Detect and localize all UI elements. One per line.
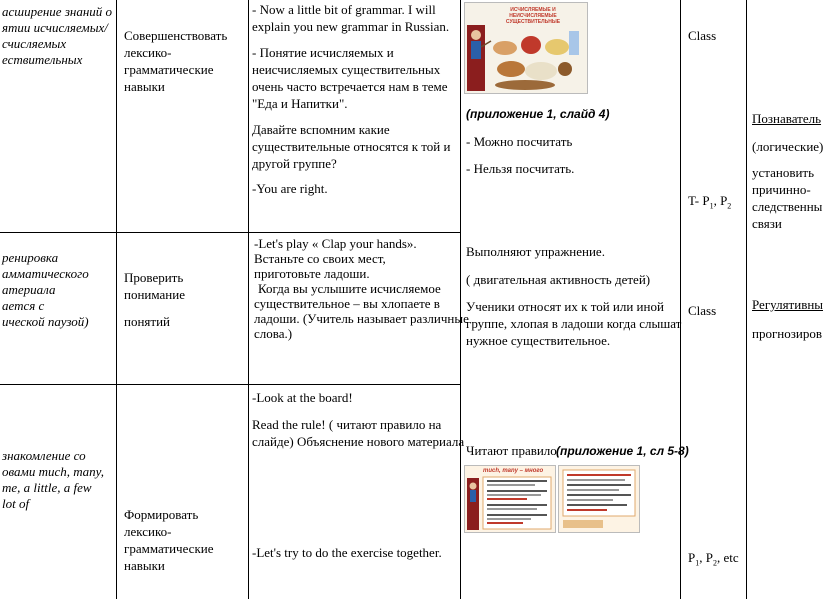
col2-text: грамматические — [124, 541, 214, 556]
establish-text: связи — [752, 216, 782, 231]
slide-title: much, many – много — [483, 468, 544, 474]
col1-text: me, a little, a few — [2, 480, 92, 495]
col2-text: лексико- — [124, 45, 172, 60]
mode-tp-label: T- P — [688, 193, 710, 208]
slide-thumbnail-rule-2 — [558, 465, 640, 533]
col3-text: существительные относятся к той и — [252, 139, 451, 154]
mode-pp-label: P — [688, 550, 696, 565]
rule-illustration-2 — [559, 466, 639, 532]
column-border-3 — [460, 0, 461, 599]
col3-text: - Now a little bit of grammar. I will — [252, 2, 436, 17]
col2-text: лексико- — [124, 524, 172, 539]
col3-text: ладоши. (Учитель называет различные — [254, 311, 469, 326]
col3-text: Read the rule! ( читают правило на — [252, 417, 442, 432]
forecast-text: прогнозиров — [752, 326, 822, 341]
col2-text: навыки — [124, 79, 165, 94]
col1-text: атериала — [2, 282, 56, 297]
can-count-text: - Можно посчитать — [466, 134, 573, 149]
col2-text: грамматические — [124, 62, 214, 77]
mode-class-2: Class — [688, 303, 717, 318]
col1-text: ической паузой) — [2, 314, 89, 329]
col2-text: понятий — [124, 314, 170, 329]
col3-text: слайде) Объяснение нового материала — [252, 434, 465, 449]
food-illustration — [465, 3, 587, 93]
col3-text: -Let's play « Clap your hands». — [254, 236, 417, 251]
col1-text: ятии исчисляемых/ — [2, 20, 108, 35]
slide-thumbnail-food — [464, 2, 588, 94]
col3-text: Когда вы услышите исчисляемое — [258, 281, 441, 296]
mode-class-1: Class — [688, 28, 717, 43]
appendix-ref-1: (приложение 1, слайд 4) — [466, 107, 610, 121]
col3-text: другой группе? — [252, 156, 337, 171]
col3-text: очень часто встречается нам в теме — [252, 79, 448, 94]
col3-text: существительное – вы хлопаете в — [254, 296, 440, 311]
read-rule-text: Читают правило — [466, 443, 557, 458]
col3-text: Давайте вспомним какие — [252, 122, 390, 137]
pupils-text: группе, хлопая в ладоши когда слышат — [466, 316, 682, 331]
col3-text: -Look at the board! — [252, 390, 353, 405]
column-border-1 — [116, 0, 117, 599]
col2-text: Проверить — [124, 270, 184, 285]
appendix-ref-2: (приложение 1, сл 5-8) — [556, 444, 689, 458]
col3-text: -You are right. — [252, 181, 328, 196]
col1-text: ается с — [2, 298, 45, 313]
activity-text: ( двигательная активность детей) — [466, 272, 651, 287]
col2-text: понимание — [124, 287, 185, 302]
mode-sub: 2 — [727, 201, 732, 211]
col1-text: овами much, many, — [2, 464, 104, 479]
col3-text: -Let's try to do the exercise together. — [252, 545, 442, 560]
mode-tp: T- $P_1$, $P_2$ — [688, 193, 732, 211]
slide-thumbnail-rule — [464, 465, 556, 533]
col2-text: навыки — [124, 558, 165, 573]
col2-text: Совершенствовать — [124, 28, 228, 43]
col1-text: ествительных — [2, 52, 83, 67]
mode-sub: 1 — [709, 201, 714, 211]
col3-text: - Понятие исчисляемых и — [252, 45, 394, 60]
pupils-text: нужное существительное. — [466, 333, 611, 348]
col1-text: lot of — [2, 496, 30, 511]
col2-text: Формировать — [124, 507, 199, 522]
regulatory-heading: Регулятивны — [752, 297, 823, 312]
col1-text: знакомление со — [2, 448, 86, 463]
col3-text: приготовьте ладоши. — [254, 266, 370, 281]
mode-sub: 1 — [695, 558, 700, 568]
column-border-4 — [680, 0, 681, 599]
column-border-5 — [746, 0, 747, 599]
slide-title: ИСЧИСЛЯЕМЫЕ И НЕИСЧИСЛЯЕМЫЕ СУЩЕСТВИТЕЛЬНЫЕ — [505, 7, 561, 25]
mode-etc: , etc — [716, 550, 739, 565]
col3-text: слова.) — [254, 326, 293, 341]
mode-pp: $P_1$, $P_2$, etc — [688, 550, 739, 568]
col1-text: счисляемых — [2, 36, 67, 51]
column-border-2 — [248, 0, 249, 599]
exercise-text: Выполняют упражнение. — [466, 244, 605, 259]
col3-text: explain you new grammar in Russian. — [252, 19, 450, 34]
mode-sub: 2 — [712, 558, 717, 568]
logical-text: (логические) — [752, 139, 823, 154]
establish-text: причинно- — [752, 182, 811, 197]
cognitive-heading: Познаватель — [752, 111, 822, 126]
col3-text: "Еда и Напитки". — [252, 96, 348, 111]
establish-text: установить — [752, 165, 815, 180]
col1-text: асширение знаний о — [2, 4, 113, 19]
row-border-1 — [0, 232, 460, 233]
col1-text: ренировка — [2, 250, 59, 265]
pupils-text: Ученики относят их к той или иной — [466, 299, 664, 314]
col1-text: амматического — [2, 266, 89, 281]
rule-illustration — [465, 466, 555, 532]
col3-text: Встаньте со своих мест, — [254, 251, 386, 266]
establish-text: следственны — [752, 199, 823, 214]
cannot-count-text: - Нельзя посчитать. — [466, 161, 575, 176]
col3-text: неисчисляемых существительных — [252, 62, 441, 77]
row-border-2 — [0, 384, 460, 385]
